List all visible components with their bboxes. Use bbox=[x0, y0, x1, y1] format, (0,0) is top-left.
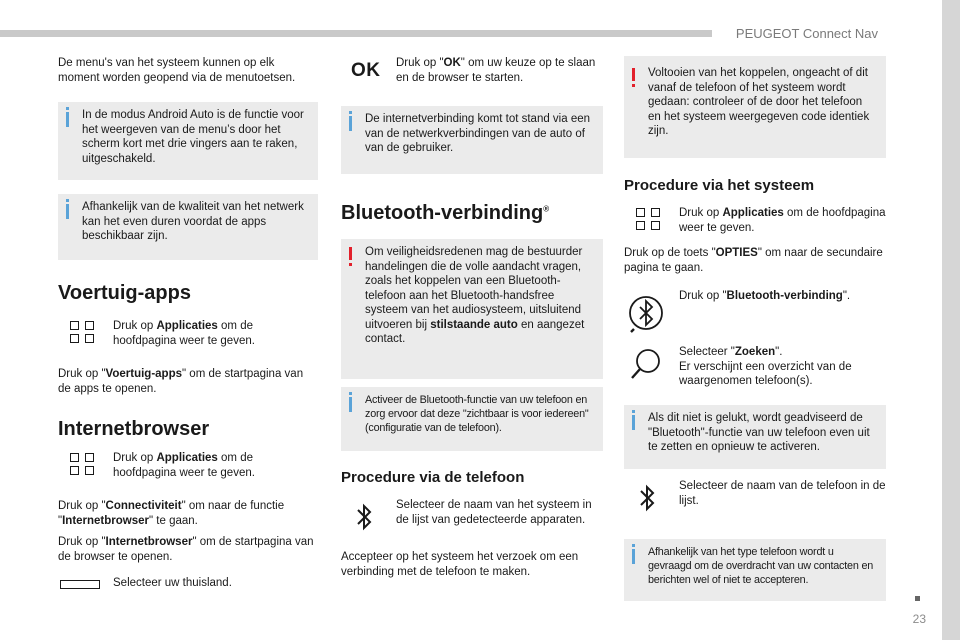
info-note-text: Afhankelijk van het type telefoon wordt u gevraagd om de overdracht van uw contacten en berichten wel of niet te accepteren. bbox=[648, 546, 874, 586]
connectiviteit-text: Druk op "Connectiviteit" om naar de functie "Internetbrowser" te gaan. bbox=[58, 500, 285, 527]
info-note-text: De internetverbinding komt tot stand via een van de netwerkverbindingen van de auto of van de gebruiker. bbox=[365, 113, 591, 154]
section-title-system-procedure: Procedure via het systeem bbox=[624, 177, 815, 194]
step-select-phone: Selecteer de naam van de telefoon in de lijst. bbox=[624, 479, 886, 531]
apps-grid-icon bbox=[624, 206, 670, 246]
info-note-text: Activeer de Bluetooth-functie van uw telefoon en zorg ervoor dat deze "zichtbaar is voor iedereen" (configuratie van de telefoon). bbox=[365, 394, 589, 434]
section-title-bluetooth: Bluetooth-verbinding® bbox=[341, 202, 550, 224]
step-applicaties: Druk op Applicaties om de hoofdpagina weer te geven. bbox=[624, 206, 886, 242]
warning-note bbox=[624, 56, 886, 158]
bluetooth-icon bbox=[341, 498, 387, 538]
side-strip bbox=[942, 0, 960, 640]
warning-icon bbox=[632, 68, 635, 81]
ok-icon: OK bbox=[351, 60, 381, 81]
info-note-text: Als dit niet is gelukt, wordt geadviseerd de "Bluetooth"-functie van uw telefoon even uit te zetten en opnieuw te activeren. bbox=[648, 412, 870, 453]
bluetooth-circle-icon bbox=[624, 289, 670, 337]
warning-note-text: Voltooien van het koppelen, ongeacht of dit vanaf de telefoon of het systeem wordt gedaan: controleer of de door het telefoon en het systeem weergegeven code identiek zijn. bbox=[648, 67, 870, 137]
browser-text: Druk op "Internetbrowser" om de startpagina van de browser te openen. bbox=[58, 536, 314, 563]
top-rule bbox=[0, 30, 712, 37]
info-note bbox=[58, 194, 318, 260]
section-title-phone-procedure: Procedure via de telefoon bbox=[341, 469, 525, 486]
step-select-system: Selecteer de naam van het systeem in de lijst van gedetecteerde apparaten. bbox=[341, 498, 603, 544]
warning-icon bbox=[349, 247, 352, 260]
info-note-text: Afhankelijk van de kwaliteit van het netwerk kan het even duren voordat de apps beschikbaar zijn. bbox=[82, 201, 304, 242]
continue-marker bbox=[915, 596, 920, 601]
column-2 bbox=[341, 56, 603, 579]
info-icon bbox=[66, 204, 69, 219]
info-icon bbox=[66, 112, 69, 127]
section-title-voertuig-apps: Voertuig-apps bbox=[58, 282, 191, 304]
column-3 bbox=[624, 56, 886, 601]
step-country: Selecteer uw thuisland. bbox=[58, 576, 318, 596]
info-icon bbox=[632, 415, 635, 430]
info-note bbox=[341, 106, 603, 174]
bluetooth-icon bbox=[624, 479, 670, 519]
country-field-icon bbox=[58, 576, 104, 616]
info-icon bbox=[349, 116, 352, 131]
section-title-internetbrowser: Internetbrowser bbox=[58, 418, 210, 440]
step-ok: OK Druk op "OK" om uw keuze op te slaan en de browser te starten. bbox=[341, 56, 603, 100]
page-number: 23 bbox=[912, 612, 926, 626]
info-note bbox=[624, 539, 886, 601]
intro-text: De menu's van het systeem kunnen op elk moment worden geopend via de menutoetsen. bbox=[58, 57, 296, 84]
opties-text: Druk op de toets "OPTIES" om naar de secundaire pagina te gaan. bbox=[624, 247, 883, 274]
voertuig-text: Druk op "Voertuig-apps" om de startpagina van de apps te openen. bbox=[58, 368, 304, 395]
info-icon bbox=[632, 549, 635, 564]
info-note bbox=[624, 405, 886, 469]
step-applicaties: Druk op Applicaties om de hoofdpagina weer te geven. bbox=[58, 319, 318, 353]
info-note bbox=[58, 102, 318, 180]
search-icon bbox=[624, 345, 670, 389]
info-note-text: In de modus Android Auto is de functie voor het weergeven van de menu’s door het scherm kort met drie vingers aan te raken, uitgeschakeld. bbox=[82, 109, 304, 165]
step-zoeken: Selecteer "Zoeken". Er verschijnt een overzicht van de waargenomen telefoon(s). bbox=[624, 345, 886, 393]
page-header: PEUGEOT Connect Nav bbox=[735, 26, 878, 41]
warning-note-text: Om veiligheidsredenen mag de bestuurder handelingen die de volle aandacht vragen, zoals het koppelen van een Bluetooth-telefoon aan het Bluetooth-handsfree systeem van het audiosysteem, uitsluitend uitvoeren bij stilstaande auto en aangezet contact. bbox=[365, 246, 585, 345]
apps-grid-icon bbox=[58, 319, 104, 359]
step-applicaties: Druk op Applicaties om de hoofdpagina weer te geven. bbox=[58, 451, 318, 485]
info-icon bbox=[349, 397, 352, 412]
accept-text: Accepteer op het systeem het verzoek om een verbinding met de telefoon te maken. bbox=[341, 551, 579, 578]
info-note bbox=[341, 387, 603, 451]
apps-grid-icon bbox=[58, 451, 104, 491]
warning-note bbox=[341, 239, 603, 379]
column-1 bbox=[58, 56, 318, 596]
step-bluetooth-verbinding: Druk op "Bluetooth-verbinding". bbox=[624, 289, 886, 341]
